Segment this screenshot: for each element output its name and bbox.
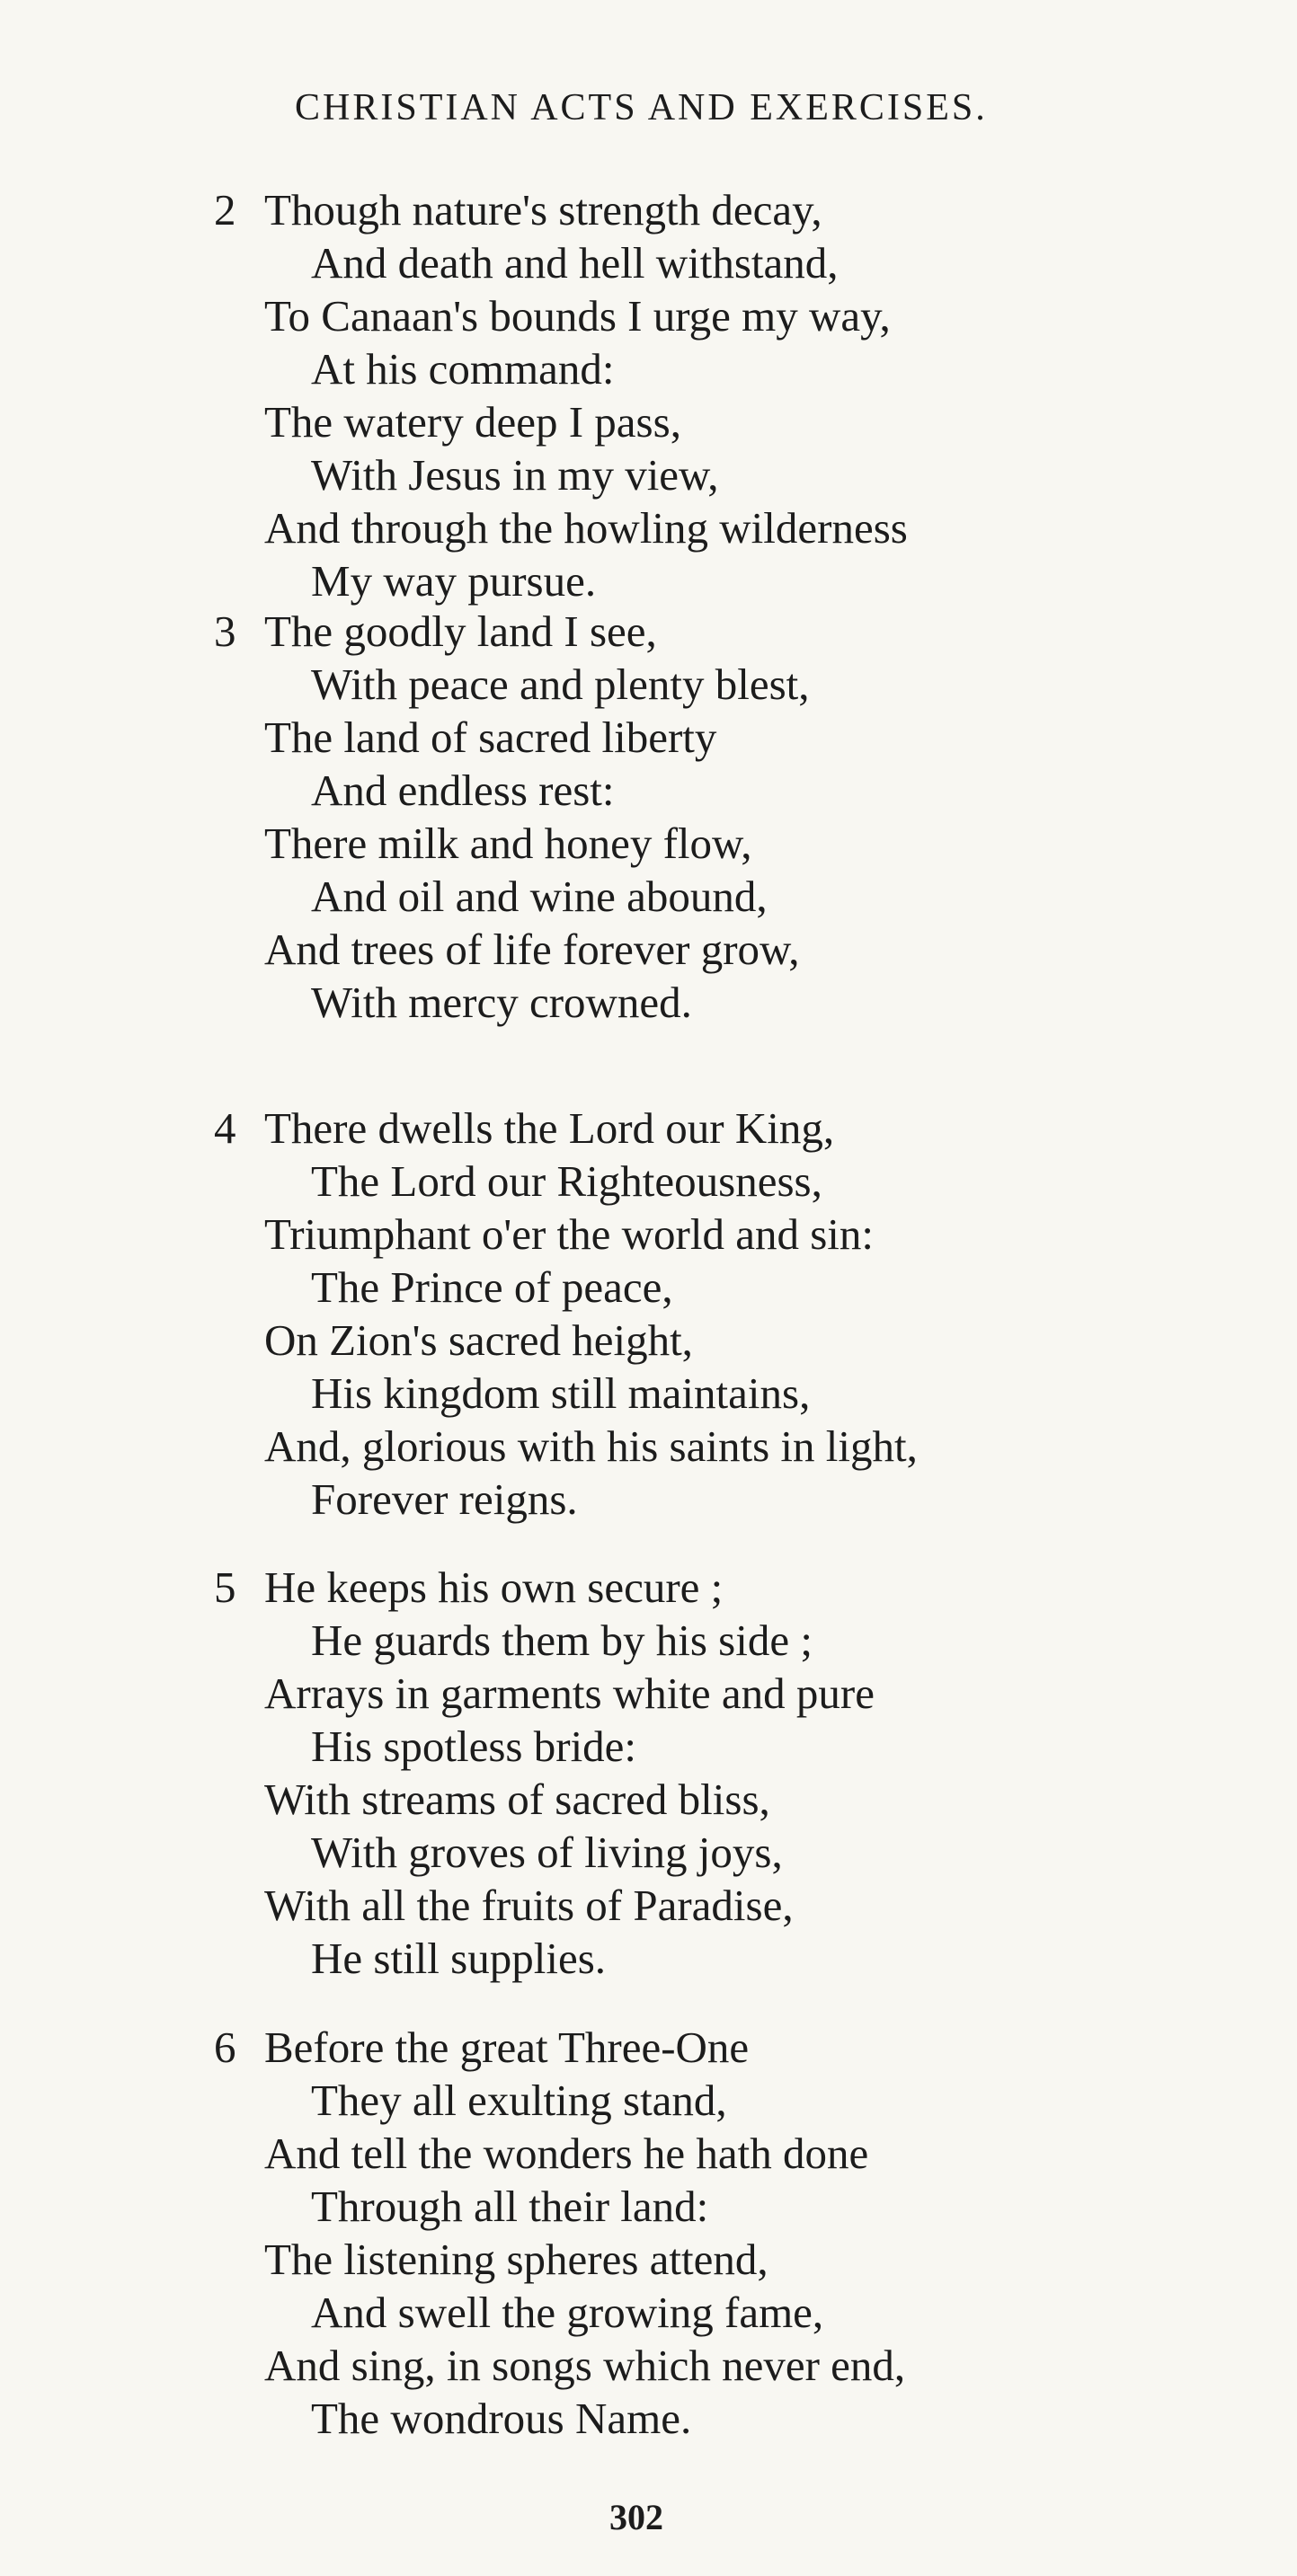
verse-line: Before the great Three-One <box>264 2023 750 2072</box>
stanza-number: 6 <box>214 2023 236 2072</box>
verse-line: With all the fruits of Paradise, <box>264 1881 794 1930</box>
stanza-number: 2 <box>214 185 236 235</box>
stanza-number: 4 <box>214 1103 236 1153</box>
verse-line: The goodly land I see, <box>264 606 657 656</box>
verse-line: With mercy crowned. <box>311 978 692 1027</box>
verse-line: They all exulting stand, <box>311 2076 727 2125</box>
verse-line: Arrays in garments white and pure <box>264 1669 875 1718</box>
verse-line: And sing, in songs which never end, <box>264 2341 906 2390</box>
verse-line: The Lord our Righteousness, <box>311 1156 822 1206</box>
stanza-number: 3 <box>214 606 236 656</box>
verse-line: The land of sacred liberty <box>264 713 717 762</box>
verse-line: There dwells the Lord our King, <box>264 1103 835 1153</box>
stanza-number: 5 <box>214 1562 236 1612</box>
verse-line: He guards them by his side ; <box>311 1616 813 1665</box>
verse-line: Forever reigns. <box>311 1474 578 1524</box>
verse-line: Through all their land: <box>311 2182 709 2231</box>
verse-line: With streams of sacred bliss, <box>264 1775 770 1824</box>
verse-line: There milk and honey flow, <box>264 819 752 868</box>
verse-line: And endless rest: <box>311 766 615 815</box>
verse-line: To Canaan's bounds I urge my way, <box>264 291 891 341</box>
verse-line: The watery deep I pass, <box>264 397 681 447</box>
verse-line: Though nature's strength decay, <box>264 185 822 235</box>
verse-line: And swell the growing fame, <box>311 2288 824 2337</box>
verse-line: And, glorious with his saints in light, <box>264 1421 918 1471</box>
running-head: CHRISTIAN ACTS AND EXERCISES. <box>295 87 988 128</box>
verse-line: And trees of life forever grow, <box>264 925 800 974</box>
verse-line: And oil and wine abound, <box>311 872 768 921</box>
verse-line: With Jesus in my view, <box>311 450 719 500</box>
verse-line: And tell the wonders he hath done <box>264 2129 869 2178</box>
verse-line: On Zion's sacred height, <box>264 1315 693 1365</box>
verse-line: My way pursue. <box>311 556 597 606</box>
verse-line: The Prince of peace, <box>311 1262 673 1312</box>
verse-line: The wondrous Name. <box>311 2394 692 2443</box>
verse-line: His spotless bride: <box>311 1722 637 1771</box>
verse-line: With peace and plenty blest, <box>311 659 810 709</box>
verse-line: Triumphant o'er the world and sin: <box>264 1209 874 1259</box>
page-number: 302 <box>609 2497 663 2537</box>
verse-line: The listening spheres attend, <box>264 2235 768 2284</box>
verse-line: With groves of living joys, <box>311 1828 783 1877</box>
verse-line: He keeps his own secure ; <box>264 1562 724 1612</box>
verse-line: His kingdom still maintains, <box>311 1368 811 1418</box>
verse-line: At his command: <box>311 344 615 394</box>
verse-line: And through the howling wilderness <box>264 503 908 553</box>
verse-line: And death and hell withstand, <box>311 238 839 288</box>
verse-line: He still supplies. <box>311 1934 607 1983</box>
